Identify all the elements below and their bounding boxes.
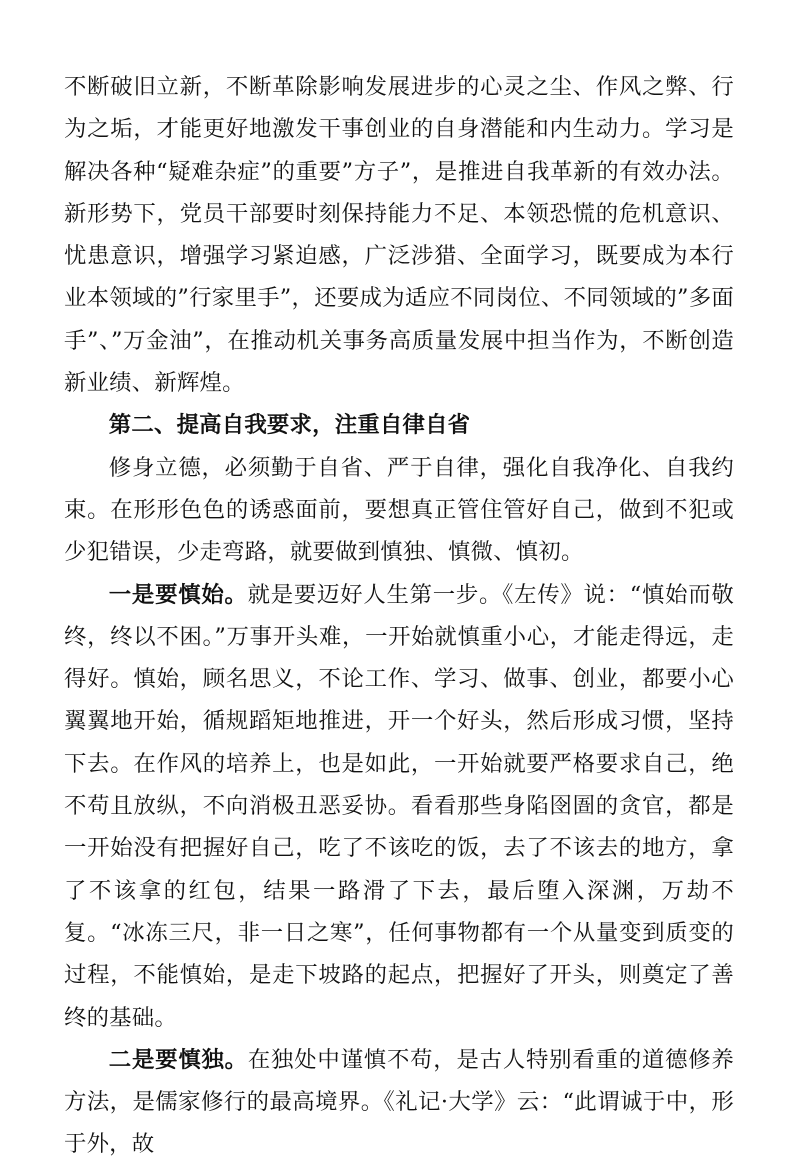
paragraph-body-shenshi: 就是要迈好人生第一步。《左传》说：“慎始而敬终，终以不困。”万事开头难，一开始就慎重小心，才能走得远，走得好。慎始，顾名思义，不论工作、学习、做事、创业，都要小心翼翼地开始，循规蹈矩地推进，开一个好头，然后形成习惯，坚持下去。在作风的培养上，也是如此，一开始就要严格要求自己，绝不苟且放纵，不向消极丑恶妥协。看看那些身陷囹圄的贪官，都是一开始没有把握好自己，吃了不该吃的饭，去了不该去的地方，拿了不该拿的红包，结果一路滑了下去，最后堕入深渊，万劫不复。“冰冻三尺，非一日之寒”，任何事物都有一个从量变到质变的过程，不能慎始，是走下坡路的起点，把握好了开头，则奠定了善终的基础。: [64, 581, 734, 1031]
paragraph-continuation: 不断破旧立新，不断革除影响发展进步的心灵之尘、作风之弊、行为之垢，才能更好地激发干事创业的自身潜能和内生动力。学习是解决各种“疑难杂症”的重要”方子”，是推进自我革新的有效办法。新形势下，党员干部要时刻保持能力不足、本领恐慌的危机意识、忧患意识，增强学习紧迫感，广泛涉猎、全面学习，既要成为本行业本领域的”行家里手”，还要成为适应不同岗位、不同领域的”多面手”、”万金油”，在推动机关事务高质量发展中担当作为，不断创造新业绩、新辉煌。: [64, 74, 734, 397]
paragraph-self-discipline: 修身立德，必须勤于自省、严于自律，强化自我净化、自我约束。在形形色色的诱惑面前，要想真正管住管好自己，做到不犯或少犯错误，少走弯路，就要做到慎独、慎微、慎初。: [64, 454, 734, 566]
section-heading: 第二、提高自我要求，注重自律自省: [108, 412, 471, 439]
paragraph-shendu: [64, 1039, 734, 1166]
document-page: [64, 66, 734, 1166]
paragraph-body-shendu: 在独处中谨慎不苟，是古人特别看重的道德修养方法，是儒家修行的最高境界。《礼记·大学》云：“此谓诚于中，形于外，故: [64, 1046, 735, 1158]
paragraph-lead-shendu: 二是要慎独。: [108, 1046, 248, 1073]
paragraph-lead-shenshi: 一是要慎始。: [108, 581, 248, 608]
paragraph-shenshi: [64, 574, 734, 1039]
